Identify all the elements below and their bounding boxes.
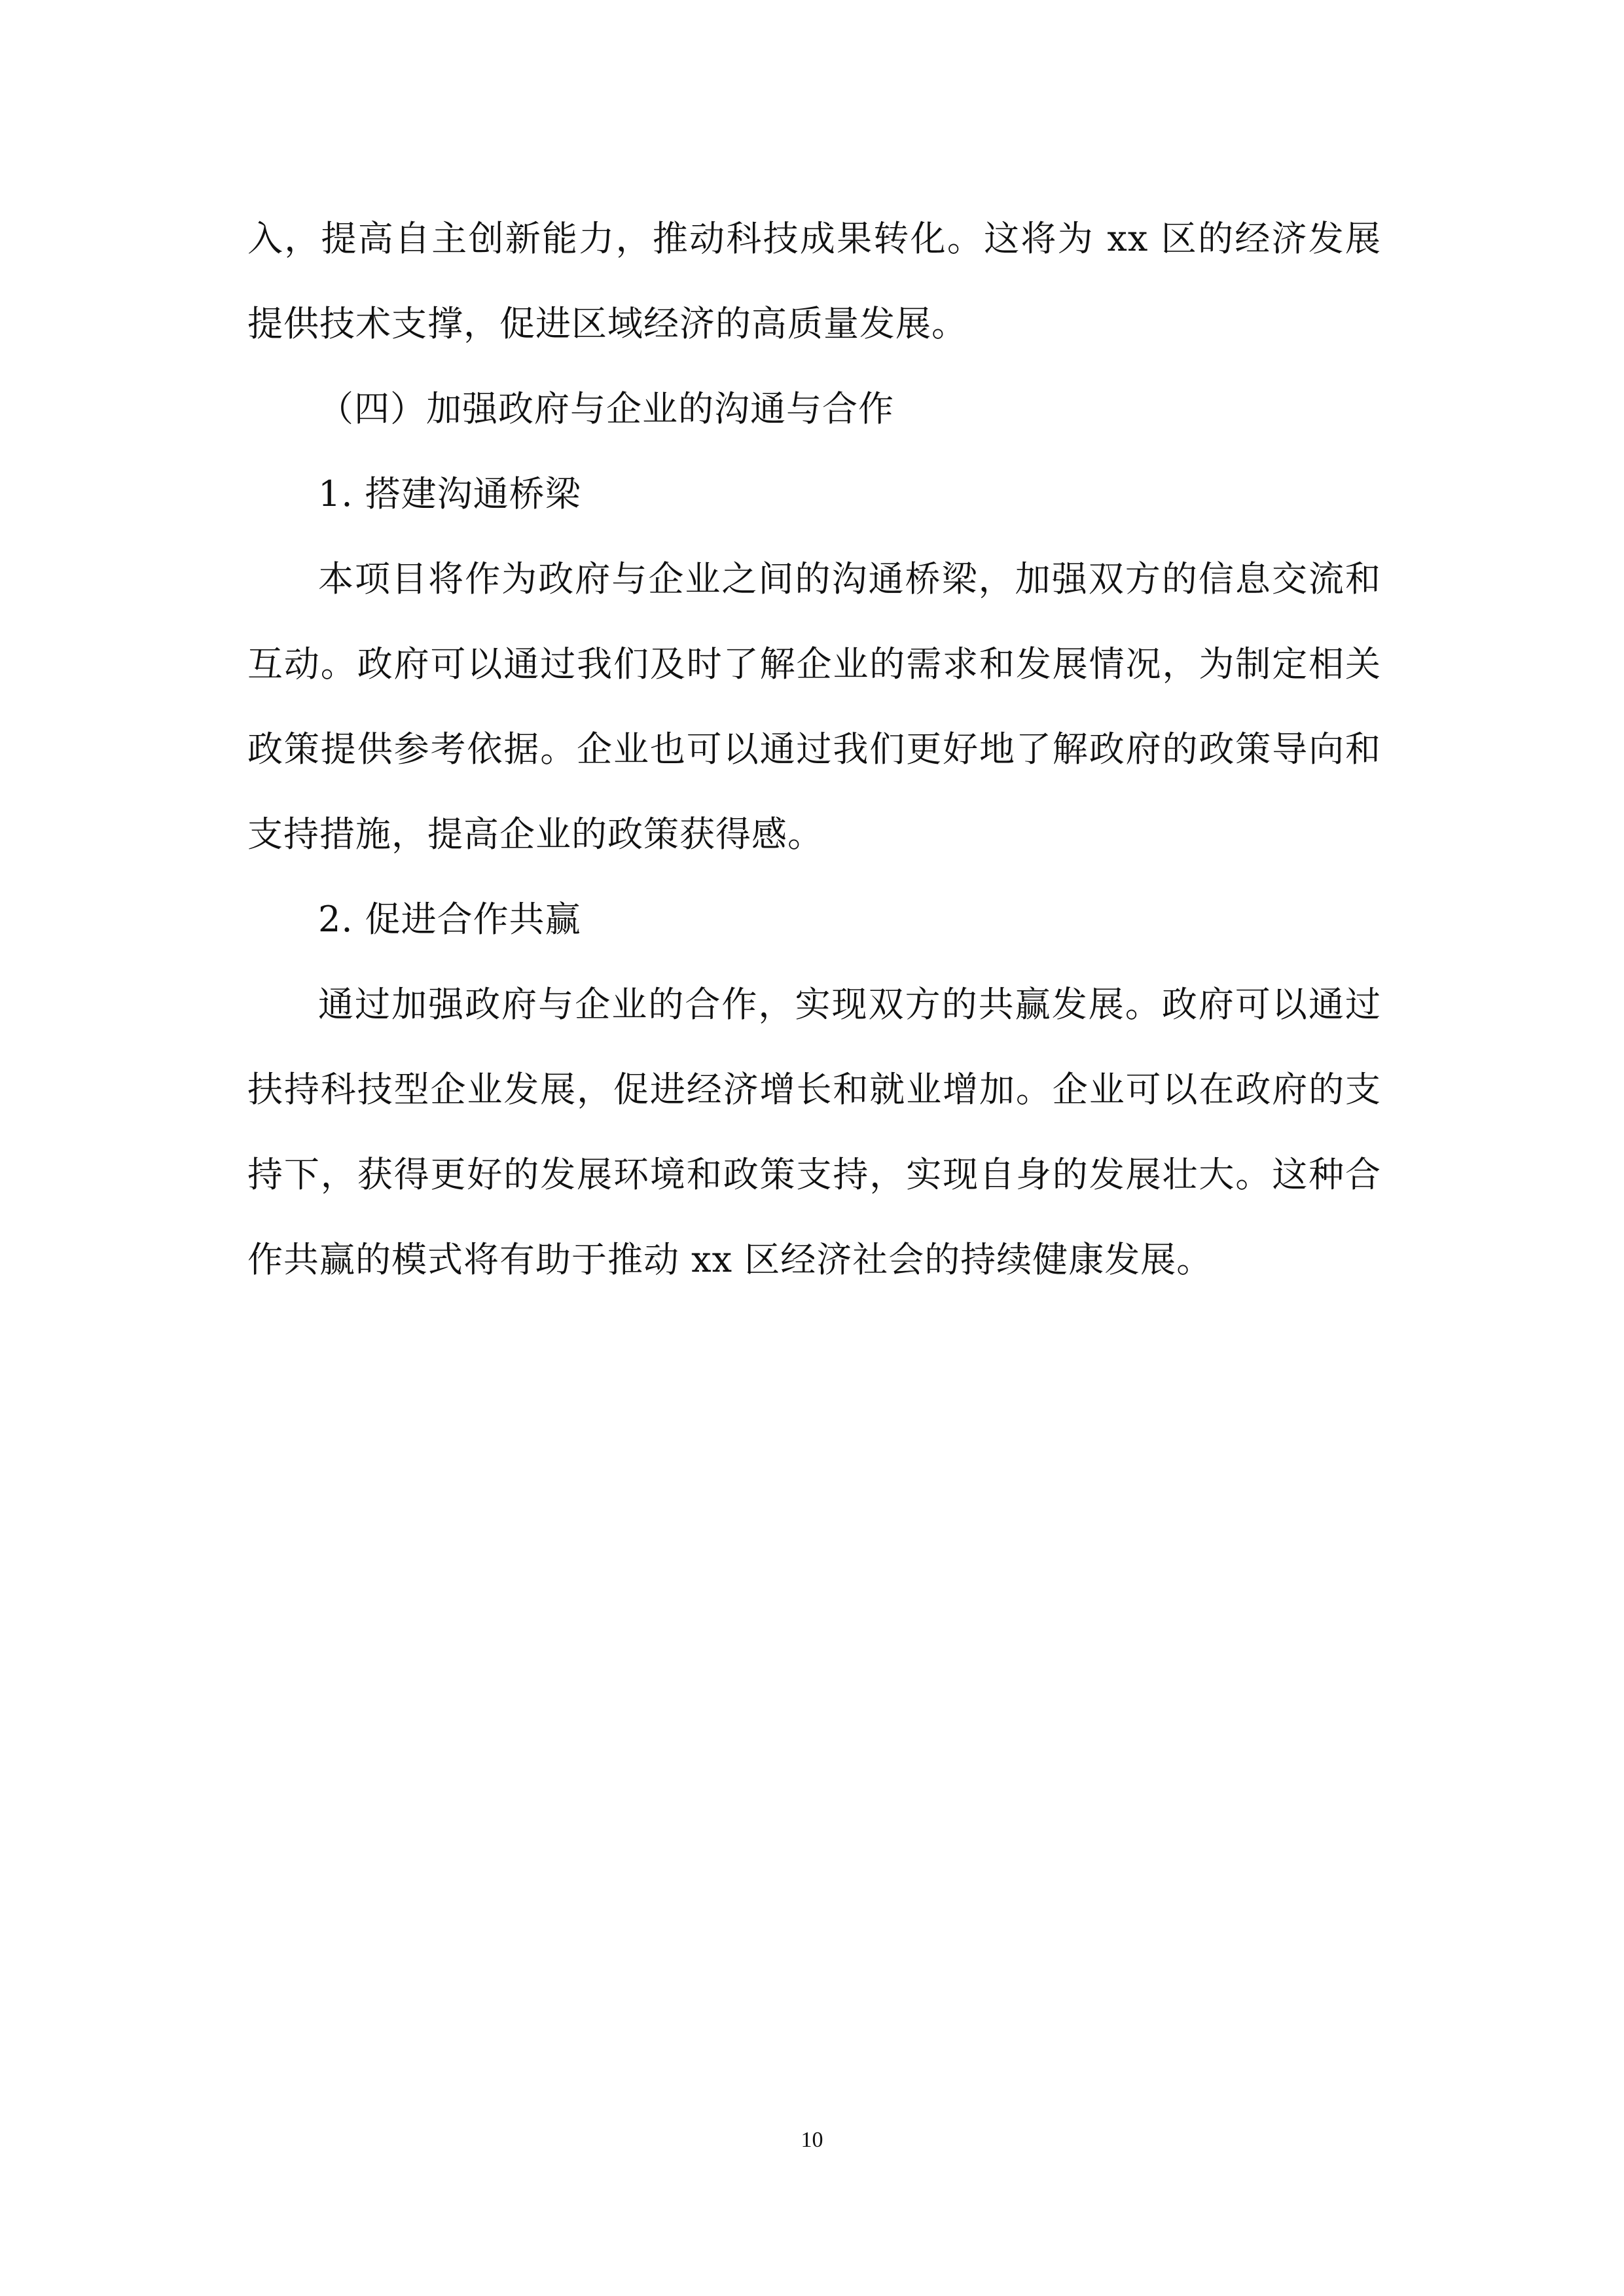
page-number: 10 [801,2128,823,2152]
paragraph-continuation: 入，提高自主创新能力，推动科技成果转化。这将为 xx 区的经济发展提供技术支撑，促进区域经济的高质量发展。 [247,218,1381,344]
paragraph-bridge: 本项目将作为政府与企业之间的沟通桥梁，加强双方的信息交流和互动。政府可以通过我们及时了解企业的需求和发展情况，为制定相关政策提供参考依据。企业也可以通过我们更好地了解政府的政策导向和支持措施，提高企业的政策获得感。 [247,558,1381,855]
subheading-build-bridge: 1. 搭建沟通桥梁 [318,473,581,514]
section-heading: （四）加强政府与企业的沟通与合作 [318,388,894,429]
page-body [247,196,1381,1302]
subheading-cooperation: 2. 促进合作共赢 [318,899,581,940]
paragraph-cooperation: 通过加强政府与企业的合作，实现双方的共赢发展。政府可以通过扶持科技型企业发展，促进经济增长和就业增加。企业可以在政府的支持下，获得更好的发展环境和政策支持，实现自身的发展壮大。这种合作共赢的模式将有助于推动 xx 区经济社会的持续健康发展。 [247,984,1381,1280]
